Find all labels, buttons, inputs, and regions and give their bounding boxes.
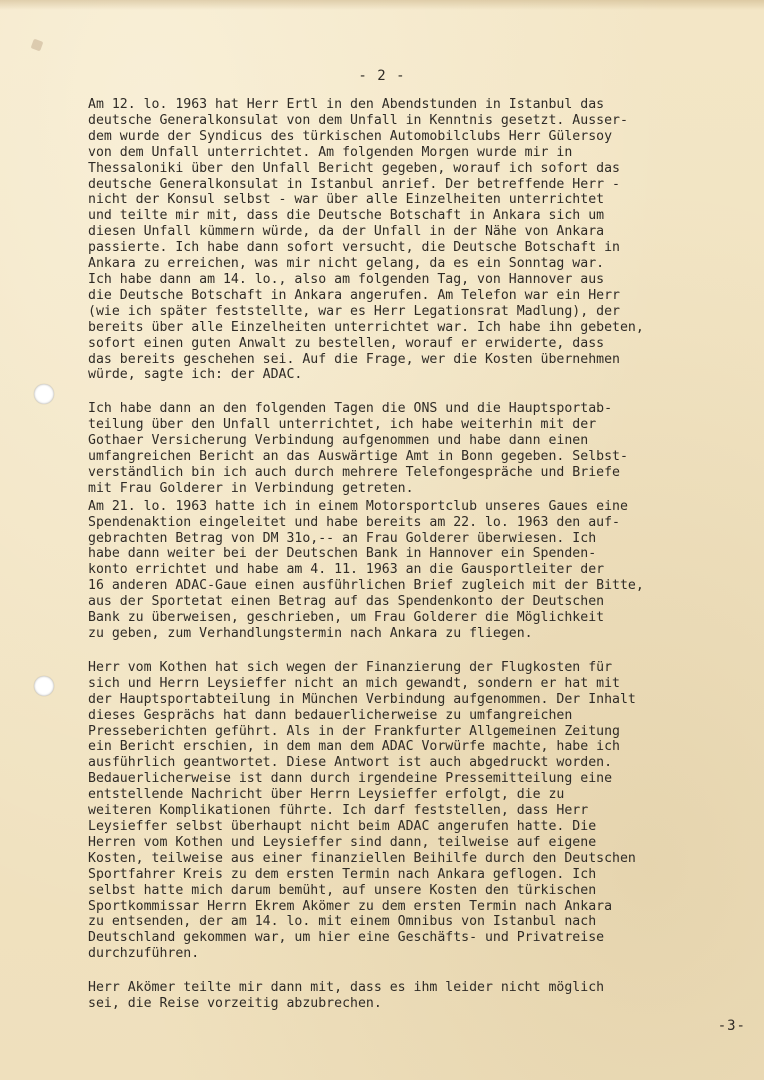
text-line: zu entsenden, der am 14. lo. mit einem Omnibus von Istanbul nach (88, 914, 597, 930)
text-line: verständlich bin ich auch durch mehrere Telefongespräche und Briefe (88, 464, 620, 480)
text-line: sofort einen guten Anwalt zu bestellen, worauf er erwiderte, dass (88, 335, 605, 351)
text-line: Spendenaktion eingeleitet und habe bereits am 22. lo. 1963 den auf- (88, 514, 620, 530)
text-line: durchzuführen. (88, 946, 200, 962)
text-line: deutsche Generalkonsulat von dem Unfall in Kenntnis gesetzt. Ausser- (88, 112, 628, 128)
text-line: Bedauerlicherweise ist dann durch irgendeine Pressemitteilung eine (88, 771, 613, 787)
text-line: Ich habe dann am 14. lo., also am folgenden Tag, von Hannover aus (88, 271, 605, 287)
text-line: selbst hatte mich darum bemüht, auf unsere Kosten den türkischen (88, 882, 597, 898)
text-line: mit Frau Golderer in Verbindung getreten. (88, 480, 414, 496)
text-line: Ich habe dann an den folgenden Tagen die ONS und die Hauptsportab- (88, 401, 613, 417)
text-line: deutsche Generalkonsulat in Istanbul anrief. Der betreffende Herr - (88, 176, 620, 192)
punch-hole-icon (34, 676, 54, 696)
text-line: Herren vom Kothen und Leysieffer sind dann, teilweise auf eigene (88, 834, 597, 850)
paper-edge-shadow (0, 0, 764, 10)
text-line: zu geben, zum Verhandlungstermin nach Ankara zu fliegen. (88, 626, 533, 641)
paragraph (88, 499, 748, 642)
text-line: weiteren Komplikationen führte. Ich darf feststellen, dass Herr (88, 803, 589, 819)
text-line: sei, die Reise vorzeitig abzubrechen. (88, 996, 382, 1012)
text-line: Presseberichten geführt. Als in der Frankfurter Allgemeinen Zeitung (88, 723, 620, 739)
paragraph (88, 980, 748, 1012)
text-line: diesen Unfall kümmern würde, da der Unfall in der Nähe von Ankara (88, 224, 605, 240)
text-line: umfangreichen Bericht an das Auswärtige Amt in Bonn gegeben. Selbst- (88, 449, 628, 465)
text-line: Kosten, teilweise aus einer finanziellen Beihilfe durch den Deutschen (88, 850, 636, 866)
text-line: das bereits geschehen sei. Auf die Frage, wer die Kosten übernehmen (88, 351, 620, 367)
text-line: 16 anderen ADAC-Gaue einen ausführlichen Brief zugleich mit der Bitte, (88, 578, 644, 594)
text-line: die Deutsche Botschaft in Ankara angerufen. Am Telefon war ein Herr (88, 287, 620, 303)
text-line: ausführlich geantwortet. Diese Antwort ist auch abgedruckt worden. (88, 755, 613, 771)
text-line: ein Bericht erschien, in dem man dem ADAC Vorwürfe machte, habe ich (88, 739, 620, 755)
text-line: Herr Akömer teilte mir dann mit, dass es ihm leider nicht möglich (88, 980, 605, 996)
text-line: bereits über alle Einzelheiten unterrichtet war. Ich habe ihn gebeten, (88, 319, 644, 335)
text-line: Herr vom Kothen hat sich wegen der Finanzierung der Flugkosten für (88, 659, 613, 675)
text-line: Ankara zu erreichen, was mir nicht gelang, da es ein Sonntag war. (88, 256, 605, 272)
text-line: entstellende Nachricht über Herrn Leysieffer erfolgt, die zu (88, 787, 565, 803)
paragraph (88, 660, 748, 962)
page-number: - 2 - (358, 68, 406, 84)
letter-body (88, 97, 748, 1012)
text-line: (wie ich später feststellte, war es Herr Legationsrat Madlung), der (88, 303, 620, 319)
text-line: dieses Gesprächs hat dann bedauerlicherweise zu umfangreichen (88, 707, 573, 723)
text-line: aus der Sportetat einen Betrag auf das Spendenkonto der Deutschen (88, 594, 605, 610)
text-line: passierte. Ich habe dann sofort versucht, die Deutsche Botschaft in (88, 240, 620, 256)
text-line: Sportfahrer Kreis zu dem ersten Termin nach Ankara geflogen. Ich (88, 866, 597, 882)
text-line: gebrachten Betrag von DM 31o,-- an Frau Golderer überwiesen. Ich (88, 530, 597, 546)
punch-hole-icon (34, 384, 54, 404)
text-line: Gothaer Versicherung Verbindung aufgenommen und habe dann einen (88, 433, 589, 449)
text-line: habe dann weiter bei der Deutschen Bank in Hannover ein Spenden- (88, 546, 597, 562)
paragraph (88, 97, 748, 383)
text-line: konto errichtet und habe am 4. 11. 1963 an die Gausportleiter der (88, 562, 605, 578)
text-line: sich und Herrn Leysieffer nicht an mich gewandt, sondern er hat mit (88, 675, 620, 691)
next-page-marker: -3- (717, 1018, 746, 1034)
text-line: Deutschland gekommen war, um hier eine Geschäfts- und Privatreise (88, 930, 605, 946)
text-line: teilung über den Unfall unterrichtet, ich habe weiterhin mit der (88, 417, 597, 433)
text-line: Leysieffer selbst überhaupt nicht beim ADAC angerufen hatte. Die (88, 818, 597, 834)
text-line: würde, sagte ich: der ADAC. (88, 367, 303, 383)
text-line: Thessaloniki über den Unfall Bericht gegeben, worauf ich sofort das (88, 160, 620, 176)
text-line: Am 12. lo. 1963 hat Herr Ertl in den Abendstunden in Istanbul das (88, 97, 605, 112)
text-line: und teilte mir mit, dass die Deutsche Botschaft in Ankara sich um (88, 208, 605, 224)
text-line: dem wurde der Syndicus des türkischen Automobilclubs Herr Gülersoy (88, 128, 613, 144)
paragraph (88, 401, 748, 496)
text-line: der Hauptsportabteilung in München Verbindung aufgenommen. Der Inhalt (88, 691, 636, 707)
text-line: nicht der Konsul selbst - war über alle Einzelheiten unterrichtet (88, 192, 605, 208)
text-line: Sportkommissar Herrn Ekrem Akömer zu dem ersten Termin nach Ankara (88, 898, 613, 914)
text-line: von dem Unfall unterrichtet. Am folgenden Morgen wurde mir in (88, 144, 573, 160)
text-line: Am 21. lo. 1963 hatte ich in einem Motorsportclub unseres Gaues eine (88, 498, 628, 514)
text-line: Bank zu überweisen, geschrieben, um Frau Golderer die Möglichkeit (88, 610, 605, 626)
paper-stain (31, 39, 44, 52)
